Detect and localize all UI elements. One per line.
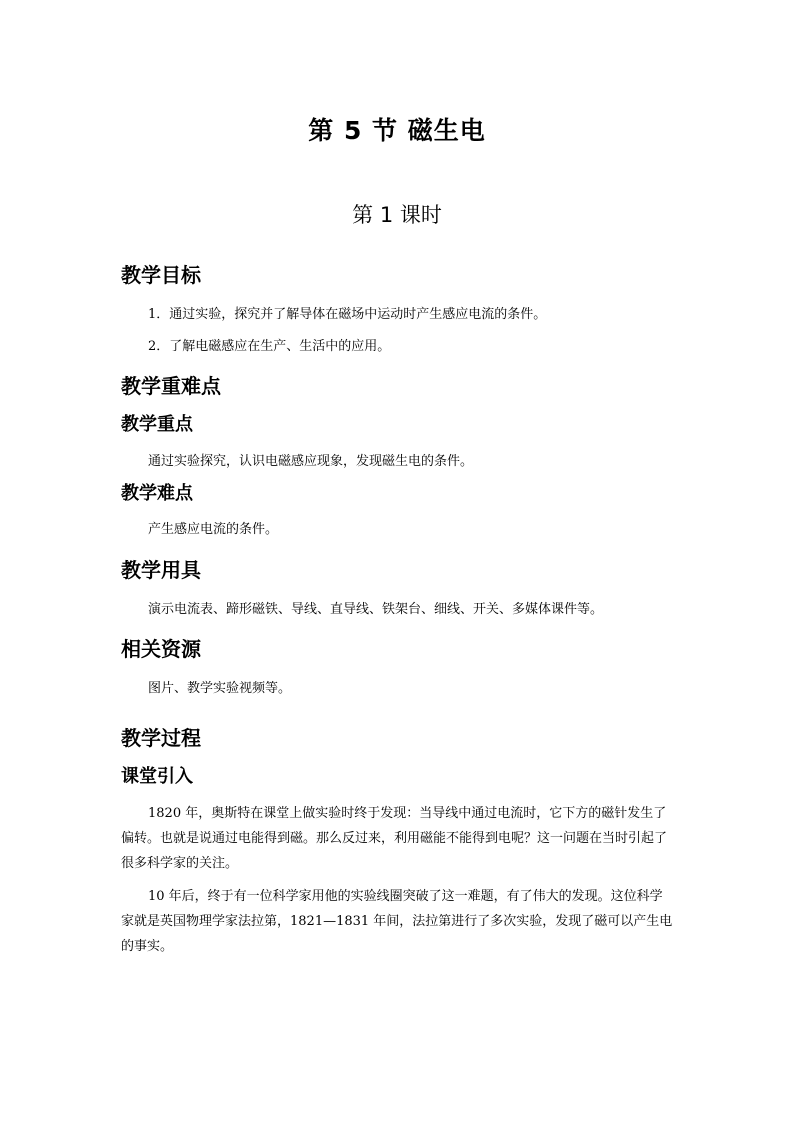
- key-point-text: 通过实验探究，认识电磁感应现象，发现磁生电的条件。: [148, 454, 474, 469]
- goals-heading: 教学目标: [121, 263, 201, 287]
- intro-heading: 课堂引入: [121, 766, 193, 787]
- difficult-point-text: 产生感应电流的条件。: [148, 522, 279, 537]
- resources-heading: 相关资源: [121, 637, 201, 661]
- tools-heading: 教学用具: [121, 558, 201, 582]
- difficult-point-heading: 教学难点: [121, 483, 193, 504]
- lesson-subtitle: 第 1 课时: [352, 203, 442, 227]
- resources-text: 图片、教学实验视频等。: [148, 681, 292, 696]
- tools-text: 演示电流表、蹄形磁铁、导线、直导线、铁架台、细线、开关、多媒体课件等。: [148, 602, 604, 617]
- intro-paragraph-2: 10 年后，终于有一位科学家用他的实验线圈突破了这一难题，有了伟大的发现。这位科学家就是英国物理学家法拉第，1821—1831 年间，法拉第进行了多次实验，发现了磁可以产生电的事实。: [121, 889, 673, 954]
- goal-item-2: 2．了解电磁感应在生产、生活中的应用。: [148, 339, 391, 354]
- intro-paragraph-1: 1820 年，奥斯特在课堂上做实验时终于发现：当导线中通过电流时，它下方的磁针发生了偏转。也就是说通过电能得到磁。那么反过来，利用磁能不能得到电呢？这一问题在当时引起了很多科学家的关注。: [121, 806, 668, 871]
- key-difficult-heading: 教学重难点: [121, 374, 221, 398]
- key-point-heading: 教学重点: [121, 414, 193, 435]
- goal-item-1: 1．通过实验，探究并了解导体在磁场中运动时产生感应电流的条件。: [148, 307, 547, 322]
- process-heading: 教学过程: [121, 726, 201, 750]
- document-title: 第 5 节 磁生电: [308, 116, 486, 145]
